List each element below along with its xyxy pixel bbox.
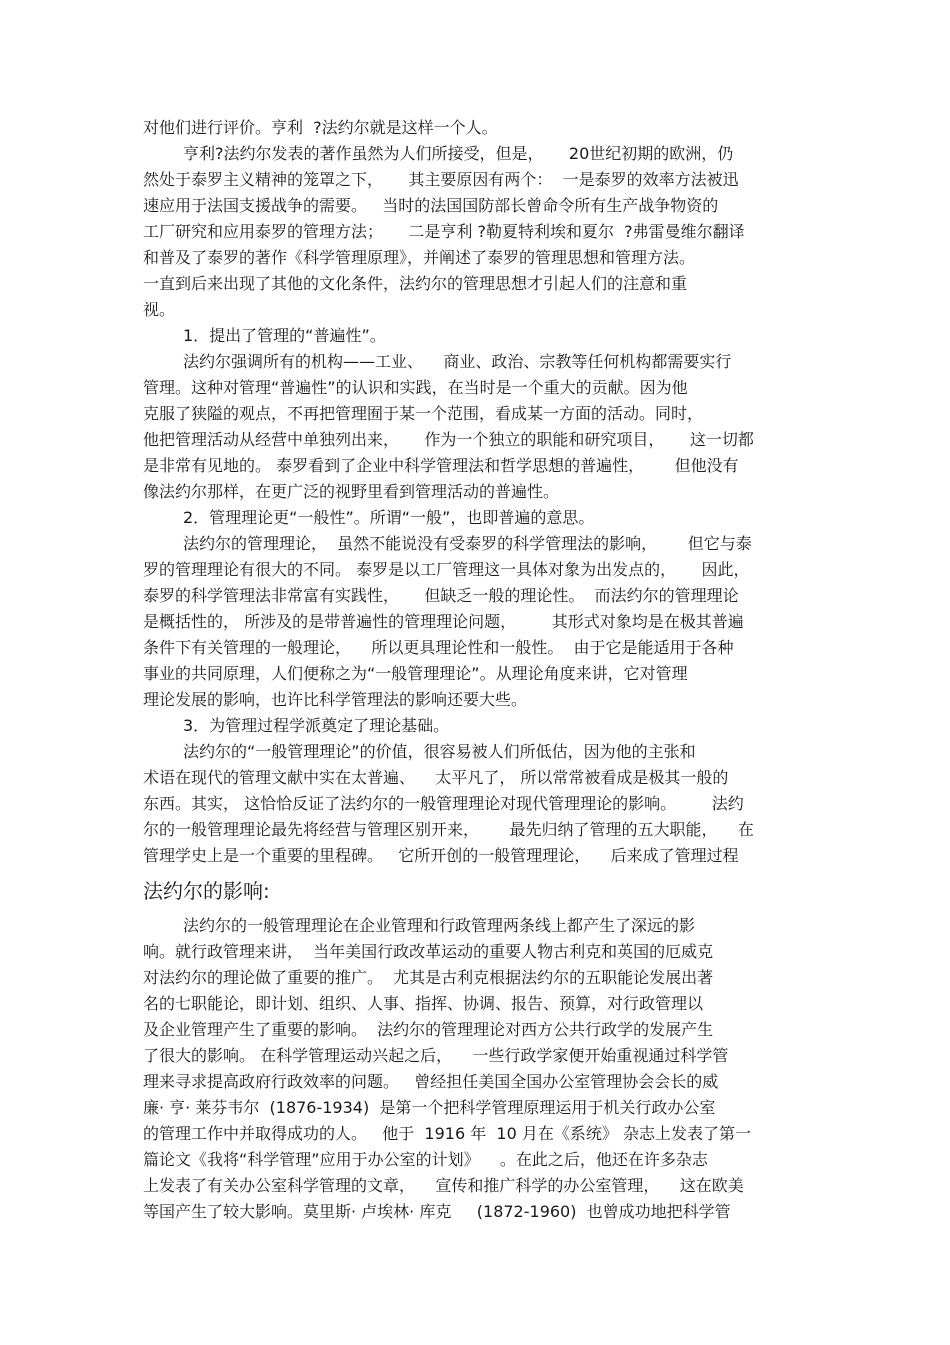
- text-line: 对法约尔的理论做了重要的推广。 尤其是古利克根据法约尔的五职能论发展出著: [143, 968, 714, 987]
- numbered-subheading: 3．为管理过程学派奠定了理论基础。: [183, 716, 450, 735]
- text-line: 是概括性的， 所涉及的是带普遍性的管理理论问题， 其形式对象均是在极其普遍: [143, 612, 744, 631]
- section-heading: 法约尔的影响:: [143, 879, 270, 903]
- text-line: 法约尔的一般管理理论在企业管理和行政管理两条线上都产生了深远的影: [183, 916, 696, 935]
- text-line: 是非常有见地的。 泰罗看到了企业中科学管理法和哲学思想的普遍性， 但他没有: [143, 456, 739, 475]
- numbered-subheading: 2．管理理论更“一般性”。所谓“一般”，也即普遍的意思。: [183, 508, 595, 527]
- text-line: 像法约尔那样，在更广泛的视野里看到管理活动的普遍性。: [143, 482, 560, 501]
- text-line: 亨利?法约尔发表的著作虽然为人们所接受，但是， 20世纪初期的欧洲，仍: [183, 144, 734, 163]
- text-line: 上发表了有关办公室科学管理的文章， 宣传和推广科学的办公室管理， 这在欧美: [143, 1176, 744, 1195]
- text-line: 克服了狭隘的观点，不再把管理囿于某一个范围，看成某一方面的活动。同时，: [143, 404, 704, 423]
- text-line: 法约尔强调所有的机构——工业、 商业、政治、宗教等任何机构都需要实行: [183, 352, 732, 371]
- numbered-subheading: 1．提出了管理的“普遍性”。: [183, 326, 386, 345]
- text-line: 术语在现代的管理文献中实在太普遍、 太平凡了， 所以常常被看成是极其一般的: [143, 768, 729, 787]
- text-line: 法约尔的管理理论， 虽然不能说没有受泰罗的科学管理法的影响， 但它与泰: [183, 534, 752, 553]
- text-line: 理论发展的影响，也许比科学管理法的影响还要大些。: [143, 690, 528, 709]
- text-line: 泰罗的科学管理法非常富有实践性， 但缺乏一般的理论性。 而法约尔的管理理论: [143, 586, 739, 605]
- text-line: 罗的管理理论有很大的不同。 泰罗是以工厂管理这一具体对象为出发点的， 因此，: [143, 560, 750, 579]
- text-line: 然处于泰罗主义精神的笼罩之下， 其主要原因有两个： 一是泰罗的效率方法被迅: [143, 170, 739, 189]
- text-line: 法约尔的“一般管理理论”的价值，很容易被人们所低估，因为他的主张和: [183, 742, 696, 761]
- text-line: 篇论文《我将“科学管理”应用于办公室的计划》 。在此之后，他还在许多杂志: [143, 1150, 708, 1169]
- text-line: 东西。其实， 这恰恰反证了法约尔的一般管理理论对现代管理理论的影响。 法约: [143, 794, 744, 813]
- text-line: 理来寻求提高政府行政效率的问题。 曾经担任美国全国办公室管理协会会长的威: [143, 1072, 719, 1091]
- text-line: 廉· 亨· 莱芬韦尔 (1876-1934) 是第一个把科学管理原理运用于机关行政办公室: [143, 1098, 716, 1117]
- text-line: 视。: [143, 300, 176, 319]
- text-line: 条件下有关管理的一般理论， 所以更具理论性和一般性。 由于它是能适用于各种: [143, 638, 734, 657]
- text-line: 对他们进行评价。亨利 ?法约尔就是这样一个人。: [143, 118, 498, 137]
- text-line: 一直到后来出现了其他的文化条件，法约尔的管理思想才引起人们的注意和重: [143, 274, 688, 293]
- text-line: 他把管理活动从经营中单独列出来， 作为一个独立的职能和研究项目， 这一切都: [143, 430, 754, 449]
- text-line: 管理学史上是一个重要的里程碑。 它所开创的一般管理理论， 后来成了管理过程: [143, 846, 739, 865]
- text-line: 工厂研究和应用泰罗的管理方法； 二是亨利 ?勒夏特利埃和夏尔 ?弗雷曼维尔翻译: [143, 222, 745, 241]
- text-line: 响。就行政管理来讲， 当年美国行政改革运动的重要人物古利克和英国的厄威克: [143, 942, 714, 961]
- text-line: 管理。这种对管理“普遍性”的认识和实践，在当时是一个重大的贡献。因为他: [143, 378, 688, 397]
- text-line: 尔的一般管理理论最先将经营与管理区别开来， 最先归纳了管理的五大职能， 在: [143, 820, 754, 839]
- text-line: 了很大的影响。 在科学管理运动兴起之后， 一些行政学家便开始重视通过科学管: [143, 1046, 729, 1065]
- text-line: 的管理工作中并取得成功的人。 他于 1916 年 10 月在《系统》 杂志上发表了第一: [143, 1124, 751, 1143]
- text-line: 及企业管理产生了重要的影响。 法约尔的管理理论对西方公共行政学的发展产生: [143, 1020, 714, 1039]
- text-line: 和普及了泰罗的著作《科学管理原理》，并阐述了泰罗的管理思想和管理方法。: [143, 248, 696, 267]
- text-line: 名的七职能论，即计划、组织、人事、指挥、协调、报告、预算，对行政管理以: [143, 994, 704, 1013]
- text-line: 速应用于法国支援战争的需要。 当时的法国国防部长曾命令所有生产战争物资的: [143, 196, 719, 215]
- text-line: 事业的共同原理，人们便称之为“一般管理理论”。从理论角度来讲，它对管理: [143, 664, 688, 683]
- text-line: 等国产生了较大影响。莫里斯· 卢埃林· 库克 (1872-1960) 也曾成功地把科学管: [143, 1202, 731, 1221]
